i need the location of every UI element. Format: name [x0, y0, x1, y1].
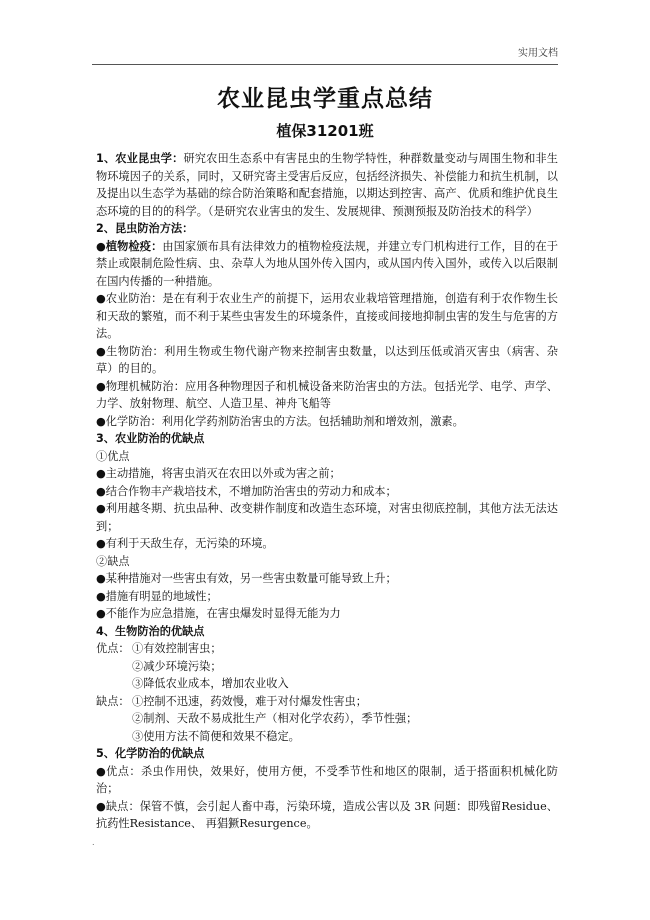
header-divider	[92, 64, 558, 65]
list-item	[96, 290, 558, 343]
pros-label: 优点：	[96, 642, 130, 655]
pros-label: ①优点	[96, 449, 130, 463]
pros-row	[96, 640, 558, 658]
list-item-label: ●生物防治：	[96, 344, 165, 358]
list-item-label: ●植物检疫：	[96, 238, 163, 253]
list-item: ②制剂、天敌不易成批生产（相对化学农药），季节性强；	[132, 712, 418, 725]
list-item: ③使用方法不简便和效果不稳定。	[132, 729, 300, 743]
list-item-label: ●农业防治：	[96, 292, 163, 305]
list-item-label: ●物理机械防治：	[96, 379, 186, 393]
section-4-heading: 4、生物防治的优缺点	[96, 624, 205, 638]
header-tag: 实用文档	[518, 48, 558, 59]
list-item: ●主动措施，将害虫消灭在农田以外或为害之前；	[96, 467, 341, 480]
document-body	[96, 150, 558, 833]
list-item: ●措施有明显的地域性；	[96, 589, 218, 603]
section-2-heading: 2、昆虫防治方法：	[96, 222, 194, 235]
section-1-paragraph	[96, 150, 558, 220]
page-subtitle: 植保31201班	[276, 122, 374, 140]
list-item: ②减少环境污染；	[132, 659, 222, 673]
section-3-heading: 3、农业防治的优缺点	[96, 432, 205, 445]
list-item: ●有利于天敌生存，无污染的环境。	[96, 537, 274, 550]
list-item-text: 利用生物或生物代谢产物来控制害虫数量，以达到压低或消灭害虫（病害、杂草）的目的。	[96, 344, 558, 375]
list-item: ①有效控制害虫；	[132, 642, 222, 655]
list-item: ●某种措施对一些害虫有效，另一些害虫数量可能导致上升；	[96, 572, 397, 585]
list-item-text: 应用各种物理因子和机械设备来防治害虫的方法。包括光学、电学、声学、力学、放射物理、航空、人造卫星、神舟飞船等	[96, 379, 558, 410]
section-5-heading: 5、化学防治的优缺点	[96, 747, 205, 760]
section-1-text: 研究农田生态系中有害昆虫的生物学特性，种群数量变动与周围生物和非生物环境因子的关系，同时，又研究寄主受害后反应，包括经济损失、补偿能力和抗生机制，以及提出以生态学为基础的综合防治策略和配套措施，以期达到控害、高产、优质和维护优良生态环境的目的的科学。（是研究农业害虫的发生、发展规律、预测预报及防治技术的科学）	[96, 152, 558, 218]
list-item-text: 是在有利于农业生产的前提下，运用农业栽培管理措施，创造有利于农作物生长和天敌的繁殖，而不利于某些虫害发生的环境条件，直接或间接地抑制虫害的发生与危害的方法。	[96, 292, 558, 340]
cons-label: 缺点：	[96, 694, 130, 708]
cons-row	[96, 693, 558, 711]
list-item: ①控制不迅速，药效慢，难于对付爆发性害虫；	[132, 694, 367, 708]
page-title: 农业昆虫学重点总结	[217, 86, 433, 112]
list-item	[96, 413, 558, 431]
list-item	[96, 378, 558, 413]
list-item: ●利用越冬期、抗虫品种、改变耕作制度和改造生态环境，对害虫彻底控制，其他方法无法达到；	[96, 502, 558, 533]
list-item	[96, 238, 558, 291]
footer-mark: .	[92, 838, 95, 847]
list-item-text: 利用化学药剂防治害虫的方法。包括辅助剂和增效剂，激素。	[161, 414, 464, 428]
cons-label: ②缺点	[96, 554, 130, 568]
list-item: ●不能作为应急措施，在害虫爆发时显得无能为力	[96, 607, 341, 620]
list-item: ③降低农业成本，增加农业收入	[132, 677, 289, 690]
list-item-label: ●化学防治：	[96, 414, 162, 428]
list-item: ●缺点：保管不慎，会引起人畜中毒，污染环境，造成公害以及 3R 问题：即残留Residue、抗药性Resistance、 再猖獗Resurgence。	[96, 799, 558, 830]
list-item	[96, 343, 558, 378]
list-item: ●结合作物丰产栽培技术，不增加防治害虫的劳动力和成本；	[96, 484, 397, 498]
list-item-text: 由国家颁布具有法律效力的植物检疫法规，并建立专门机构进行工作，目的在于禁止或限制危险性病、虫、杂草人为地从国外传入国内，或从国内传入国外，或传入以后限制在国内传播的一种措施。	[96, 239, 558, 288]
section-1-heading: 1、农业昆虫学：	[96, 152, 184, 165]
list-item: ●优点：杀虫作用快，效果好，使用方便，不受季节性和地区的限制，适于搭面积机械化防治；	[96, 764, 558, 795]
